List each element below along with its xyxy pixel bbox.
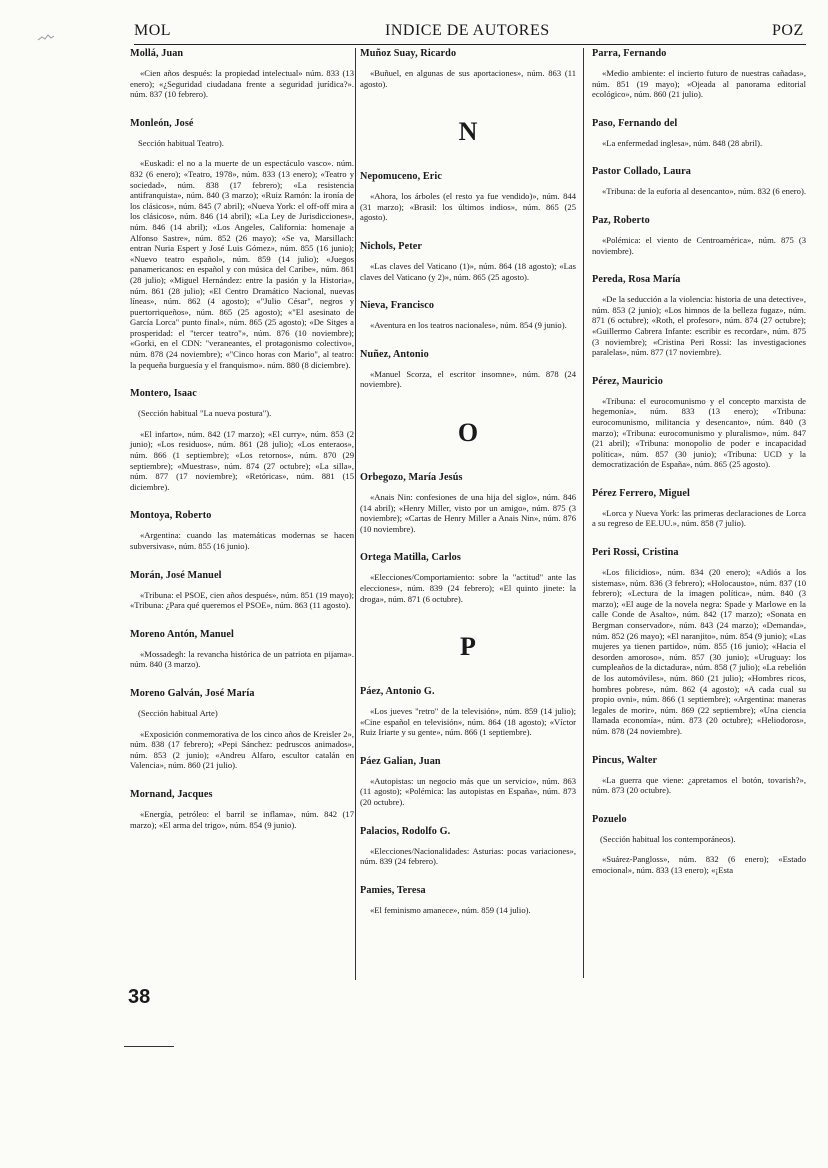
article-references: «Medio ambiente: el incierto futuro de nuestras cañadas», núm. 851 (19 mayo); «Ojeada al panorama editorial ecológico», núm. 860 (21 julio). <box>592 68 806 100</box>
author-name: Paz, Roberto <box>592 214 650 226</box>
author-name: Nichols, Peter <box>360 240 422 252</box>
author-name: Parra, Fernando <box>592 48 667 59</box>
author-name: Pereda, Rosa María <box>592 274 681 286</box>
article-references: «Lorca y Nueva York: las primeras declaraciones de Lorca a su regreso de EE.UU.», núm. 858 (7 julio). <box>592 507 806 529</box>
author-name: Moreno Antón, Manuel <box>130 628 234 640</box>
author-entry <box>360 826 576 867</box>
article-references: «Polémica: el viento de Centroamérica», núm. 875 (3 noviembre). <box>592 234 806 256</box>
author-entry <box>360 756 576 808</box>
footer-rule <box>124 1046 174 1047</box>
author-entry <box>360 686 576 738</box>
section-note: Sección habitual Teatro). <box>138 137 224 148</box>
running-head-right: POZ <box>772 22 804 39</box>
author-name: Páez, Antonio G. <box>360 686 435 698</box>
author-name: Muñoz Suay, Ricardo <box>360 48 457 59</box>
author-name: Paso, Fernando del <box>592 117 678 129</box>
article-references: «Suárez-Pangloss», núm. 832 (6 enero); «Estado emocional», núm. 833 (13 enero); «¡Esta <box>592 854 806 875</box>
article-references: «El feminismo amanece», núm. 859 (14 julio). <box>370 904 531 915</box>
article-references: «Tribuna: el PSOE, cien años después», núm. 851 (19 mayo); «Tribuna: ¿Para qué queremos el PSOE», núm. 863 (11 agosto). <box>130 589 354 611</box>
author-entry <box>130 629 354 670</box>
author-name: Pastor Collado, Laura <box>592 166 691 178</box>
author-entry <box>592 814 806 876</box>
author-entry <box>130 570 354 611</box>
author-entry <box>130 388 354 492</box>
author-entry <box>592 118 806 149</box>
article-references: «Exposición conmemorativa de los cinco años de Kreisler 2», núm. 838 (17 febrero); «Pepi Sánchez: pedruscos animados», núm. 853 (2 junio); «Andreu Alfaro, escultor catalán en Valencia», núm. 860 (21 julio). <box>130 728 354 771</box>
article-references: «La guerra que viene: ¿apretamos el botón, tovarish?», núm. 873 (20 octubre). <box>592 774 806 796</box>
running-head-title: INDICE DE AUTORES <box>385 22 550 39</box>
running-head-left: MOL <box>134 22 172 39</box>
article-references: «Las claves del Vaticano (1)», núm. 864 (18 agosto); «Las claves del Vaticano (y 2)», núm. 865 (25 agosto). <box>360 260 576 282</box>
article-references: «Tribuna: de la euforia al desencanto», núm. 832 (6 enero). <box>602 186 806 197</box>
article-references: «Cien años después: la propiedad intelectual» núm. 833 (13 enero); «¿Seguridad ciudadana frente a seguridad jurídica?». núm. 837 (10 febrero). <box>130 68 354 100</box>
author-name: Páez Galian, Juan <box>360 755 441 767</box>
article-references: «Euskadi: el no a la muerte de un espectáculo vasco». núm. 832 (6 enero); «Teatro, 1978», núm. 833 (13 enero); «Teatro y sociedad», núm. 838 (17 febrero); «La resistencia antifranquista», núm. 840 (3 marzo); «Ruiz Ramón: la ironía de los clásicos», núm. 845 (7 abril); «Nueva York: el off-off mira a los clásicos», núm. 846 (14 abril); «La Ley de Jurisdicciones», núm. 846 (14 abril); «Los Angeles, California: homenaje a Alfonso Sastre», núm. 852 (26 mayo); «Se va, Marsillach: entran Nuria Espert y José Luis Gómez», núm. 855 (16 junio); «Nuevo teatro español», núm. 859 (14 julio); «Juegos panamericanos: en español y con música del Caribe», núm. 861 (28 julio); «Miguel Hernández: entre la pasión y la Historia», núm. 861 (28 julio); «El Centro Dramático Nacional, nuevas líneas», núm. 862 (4 agosto); «"Julio César", negros y puertorriqueños», núm. 865 (25 agosto); «"El asesinato de García Lorca" punto final», núm. 865 (25 agosto); «De Sitges a prosperidad: el "tercer teatro"», núm. 876 (10 noviembre); «Gorki, en el CDN: "veraneantes, el protagonismo colectivo», núm. 878 (24 noviembre); «"Cinco horas con Mario", al teatro: la pequeña burguesía y el franquismo». núm. 880 (8 diciembre). <box>130 158 354 370</box>
article-references: «De la seducción a la violencia: historia de una detective», núm. 853 (2 junio); «Los himnos de la belleza fugaz», núm. 871 (6 octubre); «Roth, el profesor», núm. 874 (27 octubre); «Guillermo Cabrera Infante: escribir es recordar», núm. 875 (3 noviembre); «Cristina Peri Rossi: las investigaciones paralelas», núm. 877 (17 noviembre). <box>592 294 806 358</box>
article-references: «Los jueves "retro" de la televisión», núm. 859 (14 julio); «Cine español en televisión», núm. 864 (18 agosto); «Víctor Ruiz Iriarte y su gente», núm. 866 (1 septiembre). <box>360 706 576 738</box>
author-name: Moreno Galván, José María <box>130 687 255 699</box>
section-letter: O <box>457 417 479 447</box>
article-references: «Tribuna: el eurocomunismo y el concepto marxista de hegemonía», núm. 833 (13 enero); «Tribuna: eurocomunismo, militancia y desencanto», núm. 840 (3 marzo); «Tribuna: eurocomunismo y pluralismo», núm. 847 (21 abril); «Tribuna: monopolio de poder e incapacidad política», núm. 857 (30 junio); «Tribuna: UCD y la democratización de España», núm. 865 (25 agosto). <box>592 395 806 470</box>
article-references: «Energía, petróleo: el barril se inflama», núm. 842 (17 marzo); «El arma del trigo», núm. 854 (9 junio). <box>130 808 354 830</box>
article-references: «Aventura en los teatros nacionales», núm. 854 (9 junio). <box>370 320 567 331</box>
author-name: Pozuelo <box>592 813 627 825</box>
page-number: 38 <box>128 986 151 1008</box>
author-name: Morán, José Manuel <box>130 569 222 581</box>
author-name: Peri Rossi, Cristina <box>592 547 679 559</box>
author-entry <box>592 166 806 197</box>
article-references: «Los filicidios», núm. 834 (20 enero); «Adiós a los sistemas», núm. 836 (3 febrero); «Holocausto», núm. 837 (10 febrero); «Lectura de la imagen política», núm. 840 (3 marzo); «El auge de la novela negra: Spade y Marlowe en la calle Conde de Asalto», núm. 842 (17 marzo); «Sonata en Bergman conservador», núm. 843 (24 marzo); «Demanda», núm. 852 (26 mayo); «El naranjito», núm. 854 (9 junio); «Las mujeres ya tienen partido», núm. 855 (16 junio); «Hacia el desorden amoroso», núm. 857 (30 junio); «Uruguay: los cumpleaños de la dictadura», núm. 858 (7 julio); «La rebelión de los automóviles», núm. 860 (21 julio); «Hombres ricos, hombres pobres», núm. 862 (4 agosto); «A cada cual su propio ovni», núm. 866 (1 septiembre); «Argentina: maneras legales de morir», núm. 869 (22 septiembre); «Una ciencia llamada economía», núm. 873 (20 octubre); «Heliodoros», núm. 878 (24 noviembre). <box>592 567 806 736</box>
section-note: (Sección habitual Arte) <box>138 707 218 718</box>
author-entry <box>130 118 354 370</box>
section-note: (Sección habitual los contemporáneos). <box>600 833 736 844</box>
author-entry <box>130 789 354 830</box>
author-name: Nuñez, Antonio <box>360 348 429 360</box>
article-references: «Argentina: cuando las matemáticas modernas se hacen subversivas», núm. 855 (16 junio). <box>130 530 354 551</box>
author-name: Nieva, Francisco <box>360 300 435 312</box>
article-references: «Buñuel, en algunas de sus aportaciones», núm. 863 (11 agosto). <box>360 68 576 89</box>
article-references: «El infarto», núm. 842 (17 marzo); «El curry», núm. 853 (2 junio); «Los residuos», núm. 861 (28 julio); «Los enteraos», núm. 866 (1 septiembre); «Los retornos», núm. 870 (29 septiembre); «Muestras», núm. 874 (27 octubre); «La silla», núm. 877 (17 noviembre); «Retóricas», núm. 881 (15 diciembre). <box>130 428 354 492</box>
header-rule <box>134 44 806 45</box>
article-references: «Manuel Scorza, el escritor insomne», núm. 878 (24 noviembre). <box>360 368 576 390</box>
author-name: Pamies, Teresa <box>360 884 426 896</box>
author-name: Mollá, Juan <box>130 48 184 59</box>
column-divider-2 <box>583 48 584 978</box>
author-name: Pérez Ferrero, Miguel <box>592 487 690 499</box>
author-entry <box>592 215 806 256</box>
section-note: (Sección habitual "La nueva postura"). <box>138 408 272 419</box>
article-references: «Mossadegh: la revancha histórica de un patriota en pijama». núm. 840 (3 marzo). <box>130 648 354 670</box>
author-entry <box>130 48 354 100</box>
author-name: Montoya, Roberto <box>130 510 212 522</box>
author-name: Palacios, Rodolfo G. <box>360 825 451 837</box>
author-entry <box>360 241 576 282</box>
author-entry <box>360 349 576 390</box>
author-name: Montero, Isaac <box>130 388 197 400</box>
author-name: Pérez, Mauricio <box>592 375 663 387</box>
author-entry <box>130 510 354 551</box>
index-column-1 <box>130 48 354 848</box>
index-column-2 <box>360 48 576 933</box>
author-entry <box>592 488 806 529</box>
article-references: «Anais Nin: confesiones de una hija del siglo», núm. 846 (14 abril); «Henry Miller, visto por un amigo», núm. 875 (3 noviembre); «Cartas de Henry Miller a Anais Nin», núm. 876 (10 noviembre). <box>360 491 576 534</box>
author-name: Mornand, Jacques <box>130 788 213 800</box>
author-entry <box>360 885 576 916</box>
article-references: «La enfermedad inglesa», núm. 848 (28 abril). <box>602 137 763 148</box>
section-letter: P <box>460 632 476 662</box>
author-name: Pincus, Walter <box>592 754 658 766</box>
index-column-3 <box>592 48 806 894</box>
author-entry <box>592 547 806 737</box>
author-entry <box>360 300 576 331</box>
author-name: Orbegozo, María Jesús <box>360 471 463 483</box>
author-entry <box>592 274 806 358</box>
author-name: Nepomuceno, Eric <box>360 171 442 183</box>
author-entry <box>360 552 576 604</box>
article-references: «Autopistas: un negocio más que un servicio», núm. 863 (11 agosto); «Polémica: las autopistas en España», núm. 873 (20 octubre). <box>360 775 576 808</box>
author-entry <box>130 688 354 771</box>
scan-speck-mark <box>36 32 56 44</box>
section-letter: N <box>458 117 478 147</box>
author-entry <box>592 376 806 470</box>
article-references: «Elecciones/Comportamiento: sobre la "actitud" ante las elecciones», núm. 839 (24 febrero); «El quinto jinete: la droga», núm. 871 (6 octubre). <box>360 572 576 604</box>
author-name: Ortega Matilla, Carlos <box>360 552 461 564</box>
author-entry <box>592 755 806 796</box>
author-entry <box>592 48 806 100</box>
author-entry <box>360 171 576 223</box>
author-name: Monleón, José <box>130 117 194 129</box>
author-entry <box>360 472 576 534</box>
article-references: «Ahora, los árboles (el resto ya fue vendido)», núm. 844 (31 marzo); «Brasil: los últimos indios», núm. 865 (25 agosto). <box>360 191 576 223</box>
author-entry <box>360 48 576 89</box>
article-references: «Elecciones/Nacionalidades: Asturias: pocas variaciones», núm. 839 (24 febrero). <box>360 845 576 867</box>
column-divider-1 <box>355 48 356 980</box>
